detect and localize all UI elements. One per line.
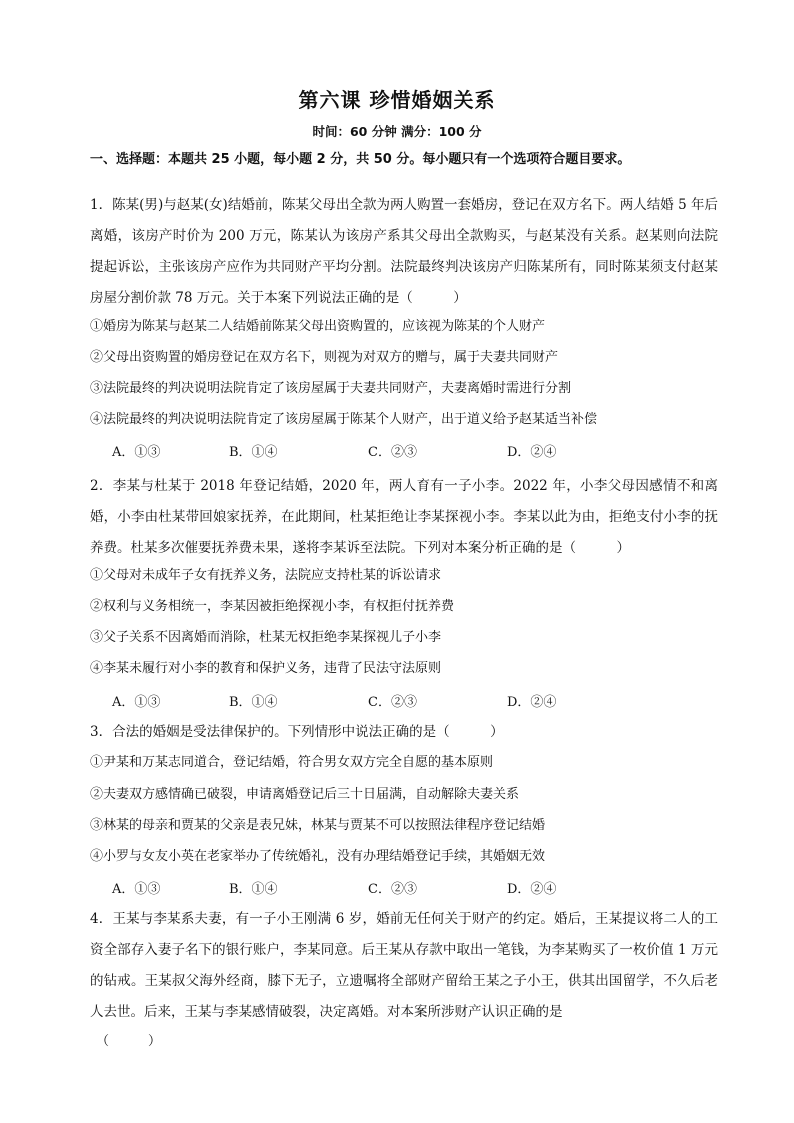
question-2-choices: [112, 691, 712, 711]
choice-c[interactable]: C．②③: [368, 695, 417, 710]
question-3-option-3: ③林某的母亲和贾某的父亲是表兄妹，林某与贾某不可以按照法律程序登记结婚: [90, 818, 546, 833]
choice-d[interactable]: D．②④: [507, 695, 557, 710]
question-3-choices: [112, 878, 712, 898]
question-1-choices: [112, 441, 712, 461]
question-3-option-1: ①尹某和万某志同道合，登记结婚，符合男女双方完全自愿的基本原则: [90, 755, 494, 770]
question-2-option-4: ④李某未履行对小李的教育和保护义务，违背了民法守法原则: [90, 661, 442, 676]
choice-a[interactable]: A．①③: [112, 695, 161, 710]
choice-b[interactable]: B．①④: [229, 445, 278, 460]
choice-c[interactable]: C．②③: [368, 882, 417, 897]
question-3-option-2: ②夫妻双方感情确已破裂，申请离婚登记后三十日届满，自动解除夫妻关系: [90, 787, 520, 802]
choice-b[interactable]: B．①④: [229, 695, 278, 710]
question-2-stem: 2．李某与杜某于 2018 年登记结婚，2020 年，两人育有一子小李。2022 年，小李父母因感情不和离婚，小李由杜某带回娘家抚养，在此期间，杜某拒绝让李某探视小李。李某以此为由，拒绝支付小李的抚养费。杜某多次催要抚养费未果，遂将李某诉至法院。下列对本案分析正确的是（ ）: [90, 478, 718, 556]
question-4-answer-blank: （ ）: [96, 1034, 162, 1049]
exam-time-and-score: 时间：60 分钟 满分：100 分: [312, 124, 482, 139]
question-3-option-4: ④小罗与女友小英在老家举办了传统婚礼，没有办理结婚登记手续，其婚姻无效: [90, 849, 546, 864]
choice-a[interactable]: A．①③: [112, 882, 161, 897]
question-3-stem: 3．合法的婚姻是受法律保护的。下列情形中说法正确的是（ ）: [90, 724, 504, 740]
choice-d[interactable]: D．②④: [507, 445, 557, 460]
question-1-option-3: ③法院最终的判决说明法院肯定了该房屋属于夫妻共同财产，夫妻离婚时需进行分割: [90, 381, 572, 396]
question-2-option-3: ③父子关系不因离婚而消除，杜某无权拒绝李某探视儿子小李: [90, 630, 442, 645]
question-1-stem: 1．陈某(男)与赵某(女)结婚前，陈某父母出全款为两人购置一套婚房，登记在双方名下。两人结婚 5 年后离婚，该房产时价为 200 万元，陈某认为该房产系其父母出全款购买，与赵某没有关系。赵某则向法院提起诉讼，主张该房产应作为共同财产平均分割。法院最终判决该房产归陈某所有，同时陈某须支付赵某房屋分割价款 78 万元。关于本案下列说法正确的是（ ）: [90, 197, 718, 306]
question-4-stem: 4．王某与李某系夫妻，有一子小王刚满 6 岁，婚前无任何关于财产的约定。婚后，王某提议将二人的工资全部存入妻子名下的银行账户，李某同意。后王某从存款中取出一笔钱，为李某购买了一枚价值 1 万元的钻戒。王某叔父海外经商，膝下无子，立遗嘱将全部财产留给王某之子小王，供其出国留学，不久后老人去世。后来，王某与李某感情破裂，决定离婚。对本案所涉财产认识正确的是: [90, 911, 718, 1020]
page-title: 第六课 珍惜婚姻关系: [298, 88, 496, 112]
choice-a[interactable]: A．①③: [112, 445, 161, 460]
section-heading: 一、选择题：本题共 25 小题，每小题 2 分，共 50 分。每小题只有一个选项符合题目要求。: [90, 152, 631, 167]
choice-d[interactable]: D．②④: [507, 882, 557, 897]
question-1-option-1: ①婚房为陈某与赵某二人结婚前陈某父母出资购置的，应该视为陈某的个人财产: [90, 319, 546, 334]
choice-b[interactable]: B．①④: [229, 882, 278, 897]
question-2-option-1: ①父母对未成年子女有抚养义务，法院应支持杜某的诉讼请求: [90, 568, 442, 583]
question-1-option-2: ②父母出资购置的婚房登记在双方名下，则视为对双方的赠与，属于夫妻共同财产: [90, 350, 559, 365]
question-1-option-4: ④法院最终的判决说明法院肯定了该房屋属于陈某个人财产，出于道义给予赵某适当补偿: [90, 412, 598, 427]
question-2-option-2: ②权利与义务相统一，李某因被拒绝探视小李，有权拒付抚养费: [90, 599, 455, 614]
choice-c[interactable]: C．②③: [368, 445, 417, 460]
